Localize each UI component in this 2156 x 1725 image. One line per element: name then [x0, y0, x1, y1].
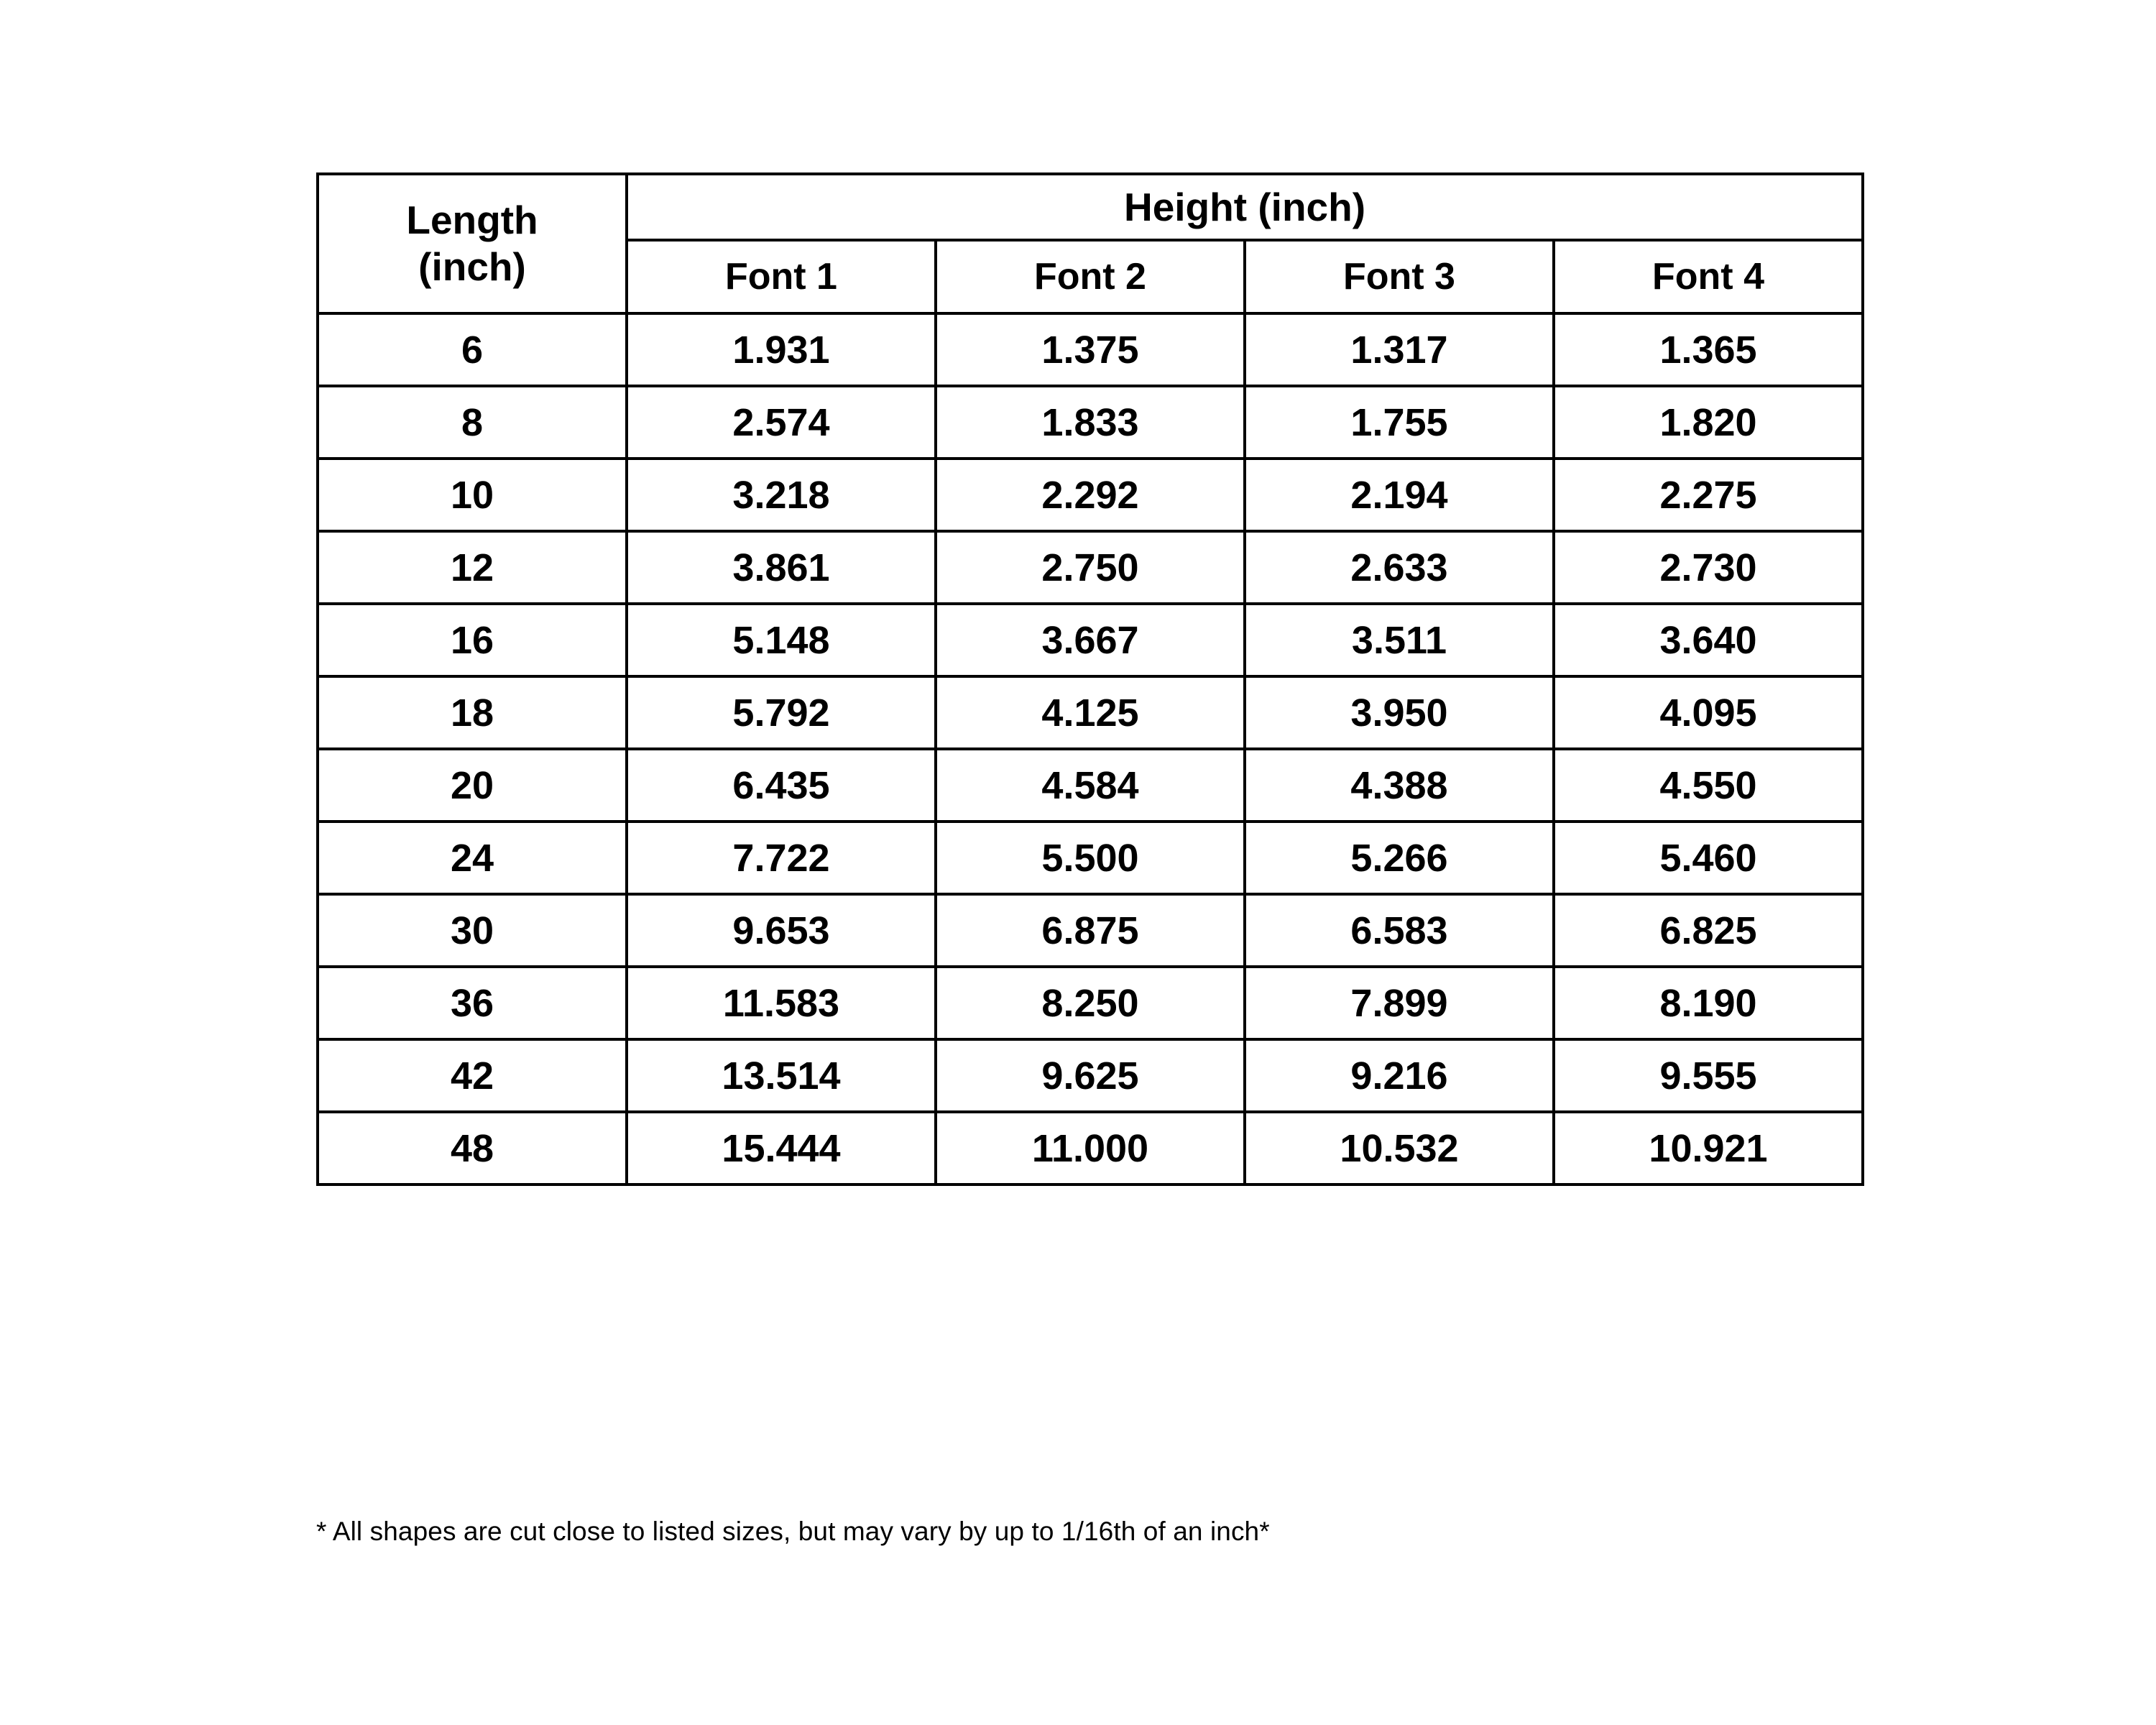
footnote: * All shapes are cut close to listed sizes, but may vary by up to 1/16th of an inch*: [316, 1517, 1270, 1546]
cell-length: 30: [318, 894, 627, 967]
table-row: [318, 531, 1863, 604]
cell-font-3: 2.633: [1245, 531, 1554, 604]
cell-font-2: 2.292: [936, 459, 1245, 531]
cell-font-1: 1.931: [627, 313, 936, 386]
cell-font-2: 5.500: [936, 822, 1245, 894]
row-header-length-line1: Length: [406, 198, 538, 243]
cell-font-1: 5.148: [627, 604, 936, 676]
table-row: [318, 1112, 1863, 1184]
table-row: [318, 459, 1863, 531]
cell-font-4: 2.275: [1554, 459, 1863, 531]
table-row: [318, 749, 1863, 822]
cell-font-4: 1.365: [1554, 313, 1863, 386]
cell-font-4: 9.555: [1554, 1039, 1863, 1112]
table-row: [318, 822, 1863, 894]
cell-font-1: 13.514: [627, 1039, 936, 1112]
table-header-row-group: [318, 174, 1863, 240]
column-header-font-1: Font 1: [627, 240, 936, 313]
cell-font-2: 11.000: [936, 1112, 1245, 1184]
cell-length: 6: [318, 313, 627, 386]
cell-font-4: 1.820: [1554, 386, 1863, 459]
cell-length: 12: [318, 531, 627, 604]
cell-font-3: 1.755: [1245, 386, 1554, 459]
cell-font-3: 10.532: [1245, 1112, 1554, 1184]
size-chart-table-container: [316, 172, 1861, 1186]
table-row: [318, 967, 1863, 1039]
cell-font-1: 15.444: [627, 1112, 936, 1184]
cell-length: 36: [318, 967, 627, 1039]
column-header-font-3: Font 3: [1245, 240, 1554, 313]
column-header-font-2: Font 2: [936, 240, 1245, 313]
cell-length: 10: [318, 459, 627, 531]
cell-font-3: 2.194: [1245, 459, 1554, 531]
cell-font-1: 2.574: [627, 386, 936, 459]
cell-font-2: 4.125: [936, 676, 1245, 749]
row-header-length-line2: (inch): [418, 244, 526, 289]
cell-font-3: 7.899: [1245, 967, 1554, 1039]
cell-length: 24: [318, 822, 627, 894]
cell-font-1: 3.218: [627, 459, 936, 531]
cell-font-3: 1.317: [1245, 313, 1554, 386]
cell-font-1: 11.583: [627, 967, 936, 1039]
cell-font-1: 3.861: [627, 531, 936, 604]
table-row: [318, 894, 1863, 967]
cell-font-1: 9.653: [627, 894, 936, 967]
cell-font-3: 9.216: [1245, 1039, 1554, 1112]
size-chart-table: [316, 172, 1864, 1186]
row-header-length: [318, 174, 627, 313]
cell-length: 48: [318, 1112, 627, 1184]
table-row: [318, 604, 1863, 676]
cell-font-3: 3.511: [1245, 604, 1554, 676]
cell-font-4: 10.921: [1554, 1112, 1863, 1184]
table-row: [318, 313, 1863, 386]
group-header-height: Height (inch): [627, 174, 1863, 240]
cell-font-2: 2.750: [936, 531, 1245, 604]
cell-length: 16: [318, 604, 627, 676]
table-row: [318, 676, 1863, 749]
cell-font-1: 5.792: [627, 676, 936, 749]
table-row: [318, 386, 1863, 459]
cell-font-2: 8.250: [936, 967, 1245, 1039]
cell-length: 42: [318, 1039, 627, 1112]
cell-length: 8: [318, 386, 627, 459]
cell-font-1: 6.435: [627, 749, 936, 822]
cell-font-4: 5.460: [1554, 822, 1863, 894]
cell-font-3: 3.950: [1245, 676, 1554, 749]
column-header-font-4: Font 4: [1554, 240, 1863, 313]
cell-font-3: 6.583: [1245, 894, 1554, 967]
cell-length: 18: [318, 676, 627, 749]
cell-font-3: 4.388: [1245, 749, 1554, 822]
cell-font-4: 4.550: [1554, 749, 1863, 822]
cell-font-2: 3.667: [936, 604, 1245, 676]
cell-font-2: 1.375: [936, 313, 1245, 386]
cell-font-3: 5.266: [1245, 822, 1554, 894]
cell-font-4: 6.825: [1554, 894, 1863, 967]
cell-length: 20: [318, 749, 627, 822]
cell-font-2: 4.584: [936, 749, 1245, 822]
cell-font-2: 6.875: [936, 894, 1245, 967]
cell-font-2: 9.625: [936, 1039, 1245, 1112]
cell-font-4: 2.730: [1554, 531, 1863, 604]
cell-font-4: 4.095: [1554, 676, 1863, 749]
table-row: [318, 1039, 1863, 1112]
cell-font-2: 1.833: [936, 386, 1245, 459]
cell-font-4: 8.190: [1554, 967, 1863, 1039]
cell-font-4: 3.640: [1554, 604, 1863, 676]
cell-font-1: 7.722: [627, 822, 936, 894]
